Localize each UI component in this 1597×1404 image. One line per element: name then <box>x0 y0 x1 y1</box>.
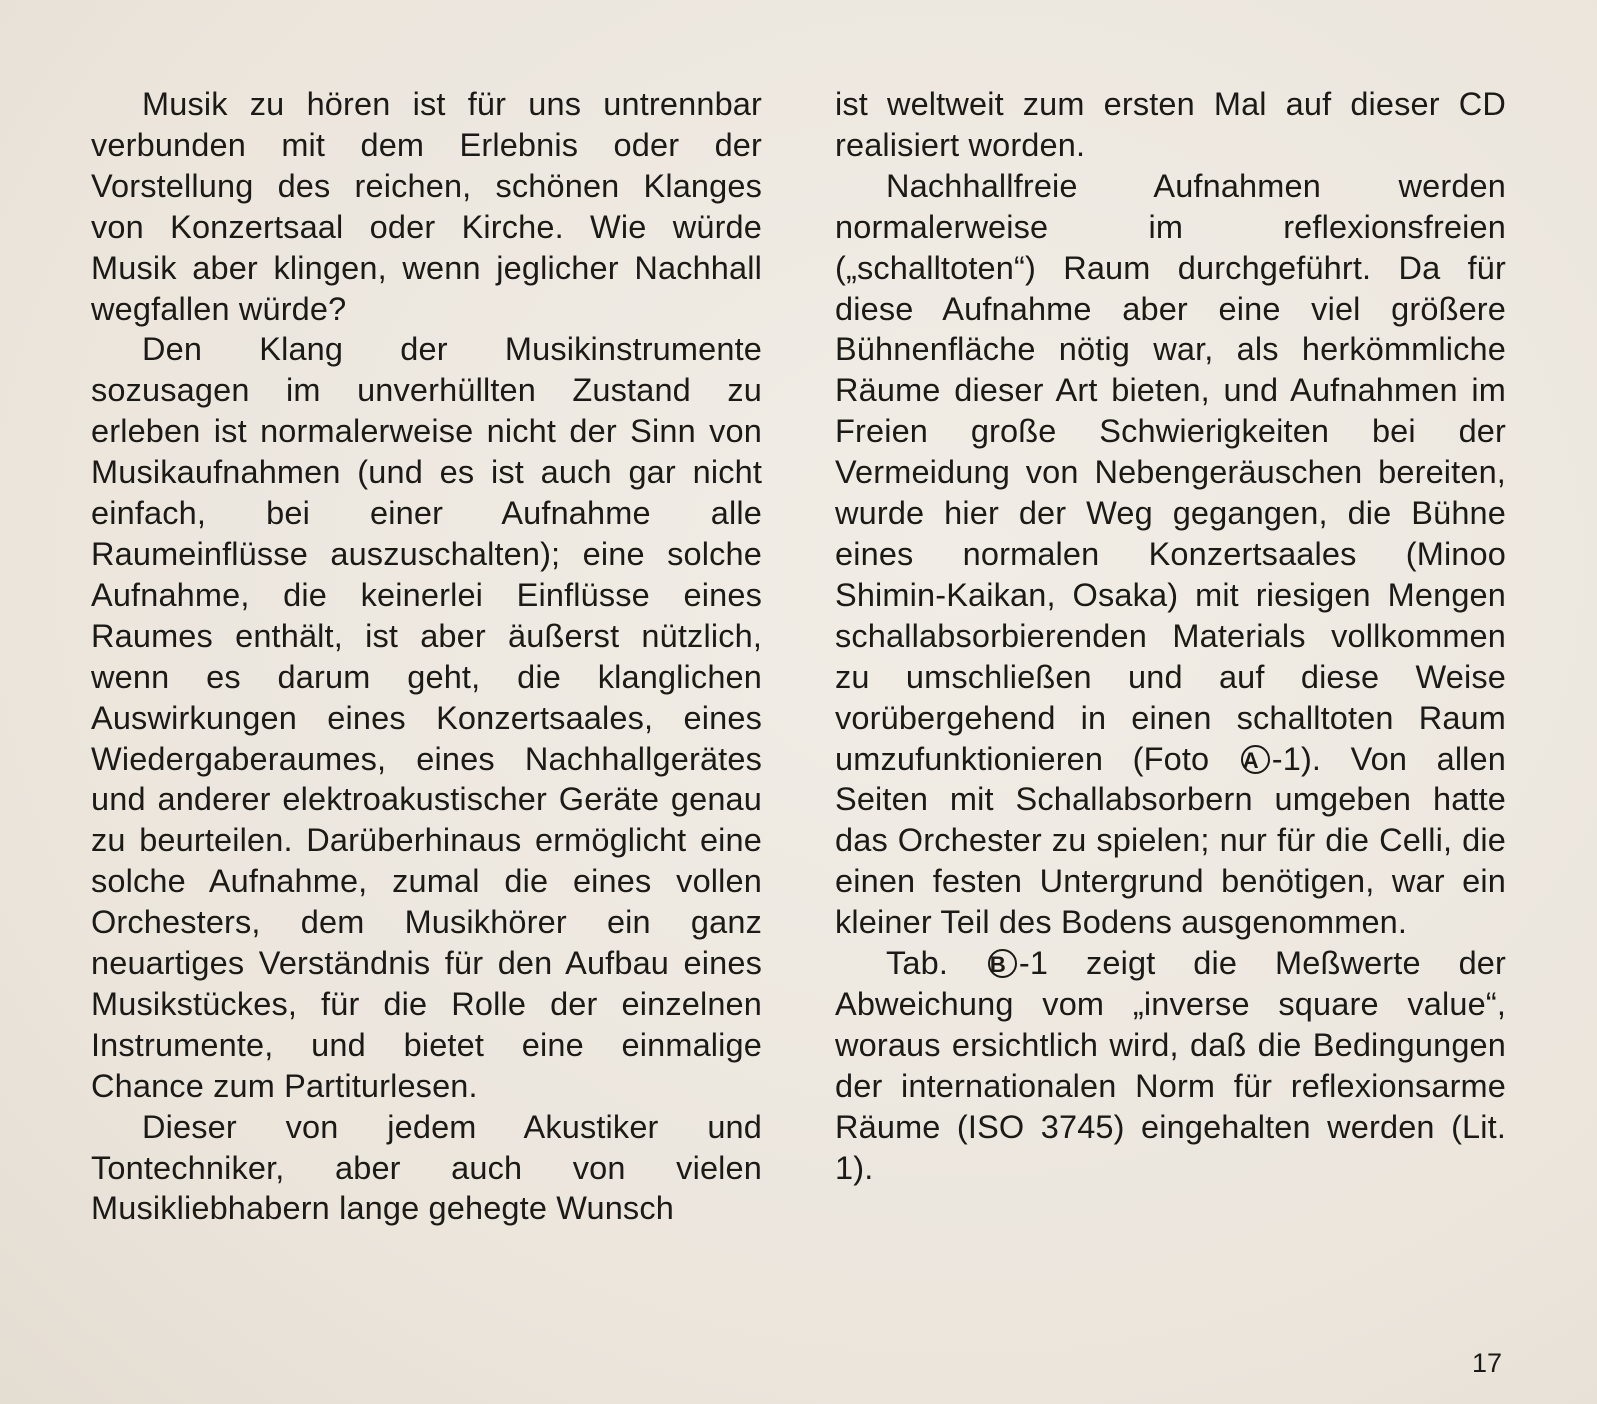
recording-text-b: -1). Von allen Seiten mit Schallabsorbern umgeben hatte das Orchester zu spielen; nur für die Celli, die einen festen Untergrund benötigen, war ein kleiner Teil des Bodens ausgenommen. <box>835 740 1507 941</box>
measurements-text-b: -1 zeigt die Meßwerte der Abweichung vom „inverse square value“, woraus ersichtlich wird, daß die Bedingungen der internationalen Norm für reflexionsarme Räume (ISO 3745) eingehalten werden (Lit. 1). <box>835 945 1506 1186</box>
paragraph-wish: Dieser von jedem Akustiker und Tontechniker, aber auch von vielen Musikliebhabern lange gehegte Wunsch <box>91 1108 762 1227</box>
left-column <box>91 84 762 1229</box>
recording-text-a: Nachhallfreie Aufnahmen werden normalerweise im reflexionsfreien („schalltoten“) Raum durchgeführt. Da für diese Aufnahme aber eine viel größere Bühnenfläche nötig war, als herkömmliche Räume dieser Art bieten, und Aufnahmen im Freien große Schwierigkeiten bei der Vermeidung von Nebengeräuschen bereiten, wurde hier der Weg gegangen, die Bühne eines normalen Konzertsaales (Minoo Shimin-Kaikan, Osaka) mit riesigen Mengen schallabsorbierenden Materials vollkommen zu umschließen und auf diese Weise vorübergehend in einen schalltoten Raum umzufunktionieren (Foto <box>835 167 1506 777</box>
paragraph-measurements <box>835 943 1506 1188</box>
page-number: 17 <box>1471 1348 1502 1378</box>
paragraph-continuation: ist weltweit zum ersten Mal auf dieser CD realisiert worden. <box>835 86 1506 163</box>
photo-a-marker: A <box>1241 745 1270 774</box>
paragraph-instruments: Den Klang der Musikinstrumente sozusagen im unverhüllten Zustand zu erleben ist normalerweise nicht der Sinn von Musikaufnahmen (und es ist auch gar nicht einfach, bei einer Aufnahme alle Raumeinflüsse auszuschalten); eine solche Aufnahme, die keinerlei Einflüsse eines Raumes enthält, ist aber äußerst nützlich, wenn es darum geht, die klanglichen Auswirkungen eines Konzertsaales, eines Wiedergaberaumes, eines Nachhallgerätes und anderer elektroakustischer Geräte genau zu beurteilen. Darüberhinaus ermöglicht eine solche Aufnahme, zumal die eines vollen Orchesters, dem Musikhörer ein ganz neuartiges Verständnis für den Aufbau eines Musikstückes, für die Rolle der einzelnen Instrumente, und bietet eine einmalige Chance zum Partiturlesen. <box>91 331 762 1104</box>
paragraph-recording <box>835 166 1506 943</box>
table-b-marker: B <box>988 949 1017 978</box>
right-column <box>835 84 1506 1188</box>
measurements-text-a: Tab. <box>886 945 949 982</box>
paragraph-intro: Musik zu hören ist für uns untrennbar verbunden mit dem Erlebnis oder der Vorstellung des reichen, schönen Klanges von Konzertsaal oder Kirche. Wie würde Musik aber klingen, wenn jeglicher Nachhall wegfallen würde? <box>91 86 762 327</box>
